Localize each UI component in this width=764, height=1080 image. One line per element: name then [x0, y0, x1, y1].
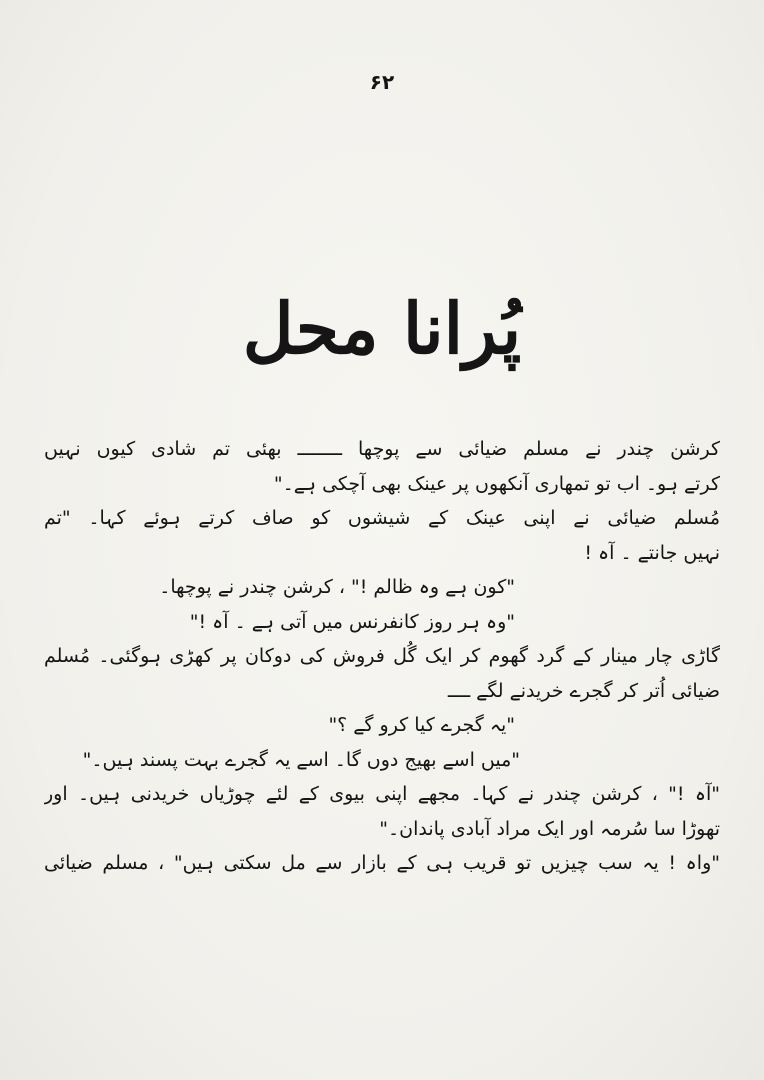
text-line: گاڑی چار مینار کے گرد گھوم کر ایک گُل فروش کی دوکان پر کھڑی ہوگئی۔ مُسلم [44, 645, 720, 667]
text-line: ضیائی اُتر کر گجرے خریدنے لگے ــــ [447, 679, 720, 702]
text-line: "آہ !" ، کرشن چندر نے کہا۔ مجھے اپنی بیوی کے لئے چوڑیاں خریدنی ہیں۔ اور [44, 783, 720, 805]
text-line: "یہ گجرے کیا کرو گے ؟" [328, 714, 515, 736]
chapter-title: پُرانا محل [242, 287, 522, 370]
body-text [44, 432, 720, 881]
text-line: کرشن چندر نے مسلم ضیائی سے پوچھا ــــــــ بھئی تم شادی کیوں نہیں [44, 438, 720, 460]
text-line: تھوڑا سا سُرمہ اور ایک مراد آبادی پاندان۔" [379, 817, 720, 840]
text-line: "میں اسے بھیج دوں گا۔ اسے یہ گجرے بہت پسند ہیں۔" [82, 748, 520, 771]
text-line: "وہ ہر روز کانفرنس میں آتی ہے ۔ آہ !" [189, 610, 515, 633]
text-line: "واہ ! یہ سب چیزیں تو قریب ہی کے بازار سے مل سکتی ہیں" ، مسلم ضیائی [44, 852, 720, 874]
text-line: مُسلم ضیائی نے اپنی عینک کے شیشوں کو صاف کرتے ہوئے کہا۔ "تم [44, 507, 720, 529]
text-line: "کون ہے وہ ظالم !" ، کرشن چندر نے پوچھا۔ [159, 576, 515, 598]
text-line: کرتے ہو۔ اب تو تمھاری آنکھوں پر عینک بھی آچکی ہے۔" [273, 472, 720, 495]
text-line: نہیں جانتے ۔ آہ ! [584, 541, 720, 564]
page-number: ۶۲ [369, 70, 395, 94]
